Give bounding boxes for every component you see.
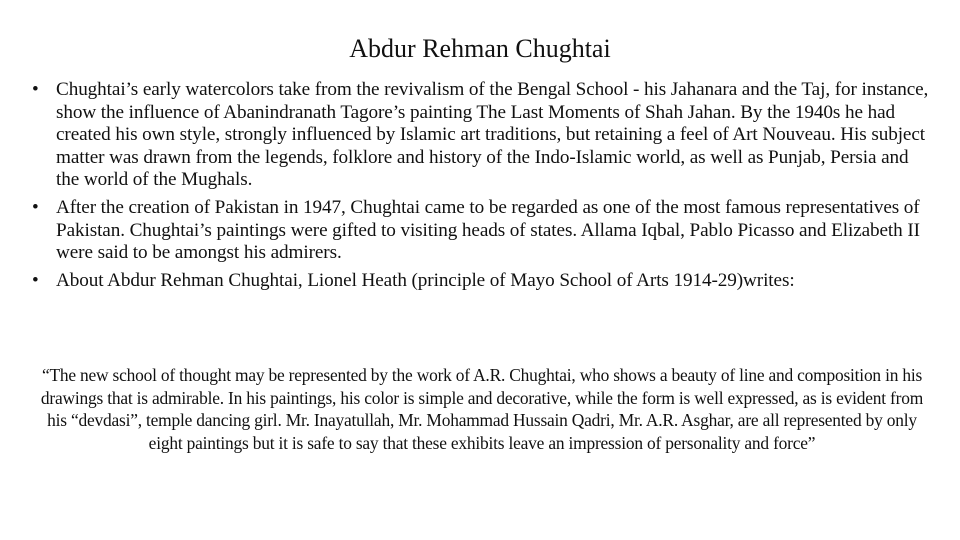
bullet-dot-icon: • — [32, 196, 39, 218]
quote-block: “The new school of thought may be represented by the work of A.R. Chughtai, who shows a beauty of line and composition in his drawings that is admirable. In his paintings, his color is simple and decorative, while the form is well expressed, as is evident from his “devdasi”, temple dancing girl. Mr. Inayatullah, Mr. Mohammad Hussain Qadri, Mr. A.R. Asghar, are all represented by only eight paintings but it is safe to say that these exhibits leave an impression of personality and force” — [40, 365, 924, 453]
bullet-dot-icon: • — [32, 79, 39, 100]
bullet-text: About Abdur Rehman Chughtai, Lionel Heath (principle of Mayo School of Arts 1914-29)writes: — [56, 269, 795, 291]
bullet-text: Chughtai’s early watercolors take from the revivalism of the Bengal School - his Jahanara and the Taj, for instance, show the influence of Abanindranath Tagore’s painting The Last Moments of Shah Jahan. By the 1940s he had created his own style, strongly influenced by Islamic art traditions, but retaining a feel of Art Nouveau. His subject matter was drawn from the legends, folklore and history of the Indo-Islamic world, as well as Punjab, Persia and the world of the Mughals. — [56, 79, 929, 191]
slide-title: Abdur Rehman Chughtai — [349, 34, 611, 63]
bullet-list — [32, 79, 932, 297]
bullet-item-early-watercolors — [32, 79, 932, 192]
bullet-text: After the creation of Pakistan in 1947, Chughtai came to be regarded as one of the most famous representatives of Pakistan. Chughtai’s paintings were gifted to visiting heads of states. Allama Iqbal, Pablo Picasso and Elizabeth II were said to be amongst his admirers. — [56, 196, 920, 264]
bullet-dot-icon: • — [32, 269, 39, 291]
bullet-item-pakistan — [32, 197, 932, 265]
bullet-item-lionel-heath — [32, 270, 932, 293]
